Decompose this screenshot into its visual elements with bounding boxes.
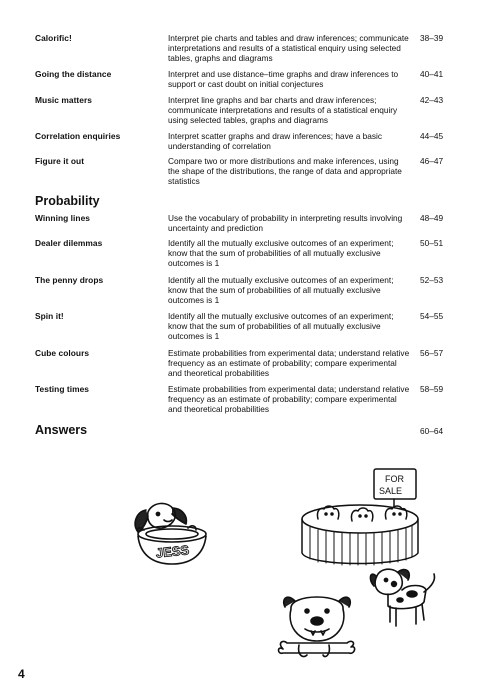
toc-entry-description: Interpret line graphs and bar charts and draw inferences; communicate interpretations and results of a statistical enquiry using selected tables, graphs and diagrams <box>168 95 398 126</box>
sign-text-line2: SALE <box>379 486 403 496</box>
toc-entry-description: Estimate probabilities from experimental data; understand relative frequency as an estimate of probability; compare experimental and theoretical probabilities <box>168 384 410 415</box>
toc-entry-description: Interpret pie charts and tables and draw inferences; communicate interpretations and results of a statistical enquiry using selected tables, graphs and diagrams <box>168 33 409 64</box>
toc-entry-pages: 48–49 <box>420 213 444 223</box>
toc-entry-pages: 46–47 <box>420 156 444 166</box>
toc-entry-pages: 42–43 <box>420 95 444 105</box>
toc-entry-description: Identify all the mutually exclusive outcomes of an experiment; know that the sum of probabilities of all mutually exclusive outcomes is 1 <box>168 311 394 342</box>
toc-entry-pages: 38–39 <box>420 33 444 43</box>
toc-entry-pages: 56–57 <box>420 348 444 358</box>
toc-entry-description: Interpret scatter graphs and draw inferences; have a basic understanding of correlation <box>168 131 382 152</box>
toc-entry-description: Interpret and use distance–time graphs and draw inferences to support or cast doubt on initial conjectures <box>168 69 399 90</box>
spotted-dog-illustration <box>368 566 438 644</box>
toc-entry-pages: 60–64 <box>420 426 444 436</box>
page-number: 4 <box>18 667 25 681</box>
sign-text-line1: FOR <box>385 474 404 484</box>
toc-entry-title: Figure it out <box>35 156 85 166</box>
toc-entry-pages: 52–53 <box>420 275 444 285</box>
toc-entry-title: The penny drops <box>35 275 104 285</box>
toc-entry-description: Use the vocabulary of probability in interpreting results involving uncertainty and prediction <box>168 213 403 234</box>
toc-entry-pages: 40–41 <box>420 69 444 79</box>
toc-entry-title: Testing times <box>35 384 90 394</box>
toc-entry-description: Identify all the mutually exclusive outcomes of an experiment; know that the sum of probabilities of all mutually exclusive outcomes is 1 <box>168 238 394 269</box>
toc-entry-title: Winning lines <box>35 213 91 223</box>
toc-entry-description: Identify all the mutually exclusive outcomes of an experiment; know that the sum of probabilities of all mutually exclusive outcomes is 1 <box>168 275 394 306</box>
bowl-name-label: JESS <box>155 542 190 561</box>
toc-entry-pages: 44–45 <box>420 131 444 141</box>
toc-entry-title: Spin it! <box>35 311 64 321</box>
toc-entry-pages: 58–59 <box>420 384 444 394</box>
toc-entry-title: Correlation enquiries <box>35 131 121 141</box>
toc-entry-title: Cube colours <box>35 348 90 358</box>
toc-entry-description: Compare two or more distributions and make inferences, using the shape of the distributions, the range of data and appropriate statistics <box>168 156 402 187</box>
toc-entry-title: Calorific! <box>35 33 72 43</box>
toc-entry-title: Music matters <box>35 95 92 105</box>
toc-entry-pages: 50–51 <box>420 238 444 248</box>
toc-entry-description: Estimate probabilities from experimental data; understand relative frequency as an estimate of probability; compare experimental and theoretical probabilities <box>168 348 410 379</box>
toc-entry-title: Dealer dilemmas <box>35 238 103 248</box>
section-heading-answers: Answers <box>35 423 88 437</box>
toc-entry-pages: 54–55 <box>420 311 444 321</box>
toc-entry-title: Going the distance <box>35 69 112 79</box>
section-heading-probability: Probability <box>35 194 100 208</box>
dog-with-bowl-illustration <box>126 498 218 570</box>
puppy-pen-for-sale-illustration <box>290 467 450 575</box>
bulldog-with-bone-illustration <box>277 585 359 663</box>
